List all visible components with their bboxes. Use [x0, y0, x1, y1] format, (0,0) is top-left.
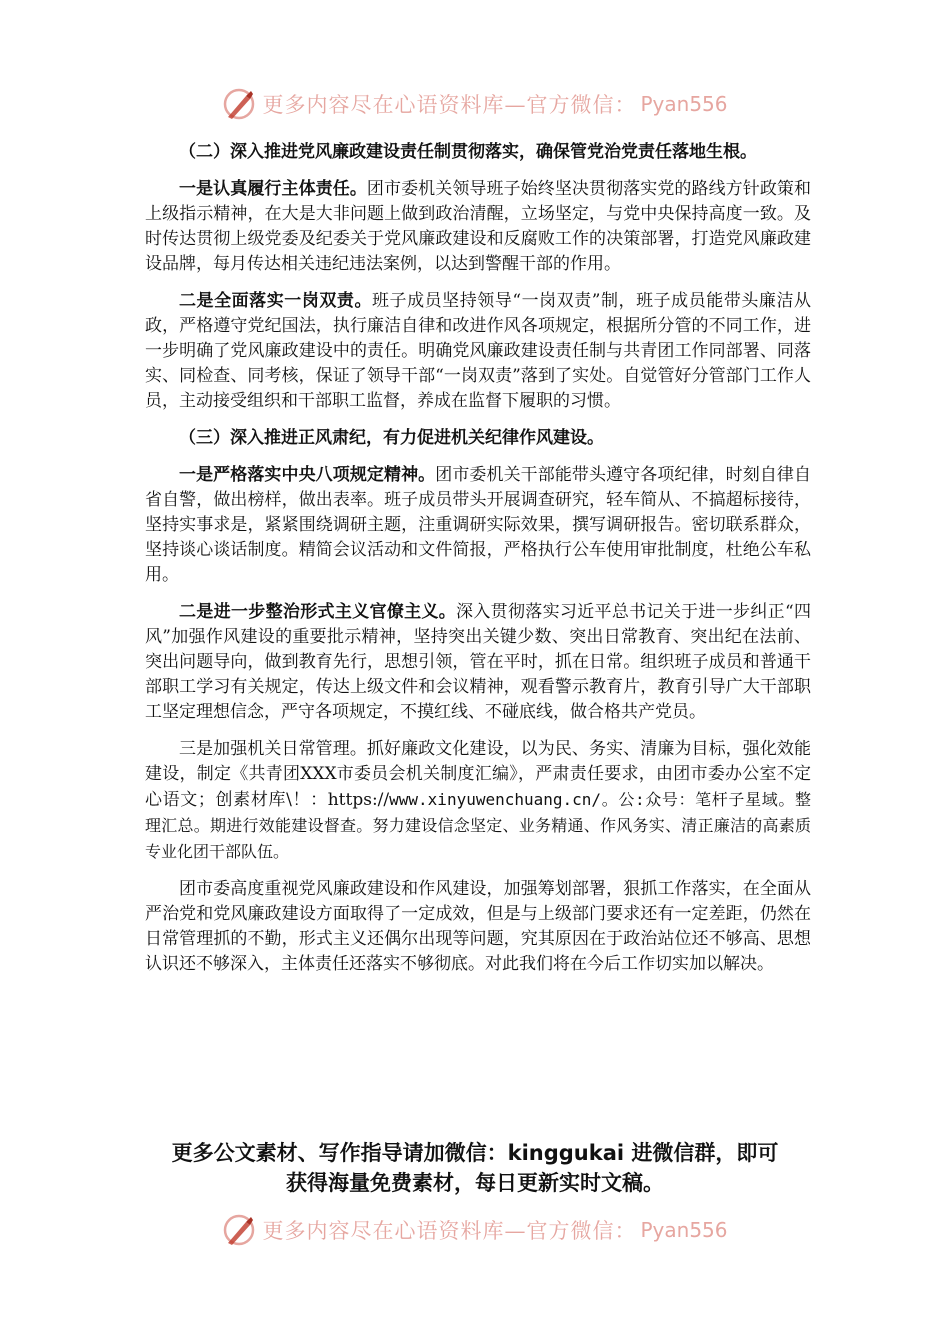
paragraph-lead: 二是全面落实一岗双责。	[179, 291, 372, 311]
conclusion-paragraph: 团市委高度重视党风廉政建设和作风建设，加强筹划部署，狠抓工作落实，在全面从严治党和党风廉政建设方面取得了一定成效，但是与上级部门要求还有一定差距，仍然在日常管理抓的不勤，形式主义还偶尔出现等问题，究其原因在于政治站位还不够高、思想认识还不够深入，主体责任还落实不够彻底。对此我们将在今后工作切实加以解决。	[145, 879, 811, 974]
section-2-paragraph-2	[145, 289, 811, 414]
pen-logo-icon	[222, 87, 256, 121]
section-3-paragraph-2	[145, 600, 811, 725]
paragraph-text-continued: www.xinyuwenchuang.cn/。公:众号：笔杆子星域。整理汇总。期进行效能建设督查。努力建设信念坚定、业务精通、作风务实、清正廉洁的高素质专业化团干部队伍。	[145, 790, 811, 861]
section-3-paragraph-1	[145, 463, 811, 588]
paragraph-text: 团市委机关干部能带头遵守各项纪律，时刻自律自省自警，做出榜样，做出表率。班子成员带头开展调查研究，轻车简从、不搞超标接待，坚持实事求是，紧紧围绕调研主题，注重调研实际效果，撰写调研报告。密切联系群众，坚持谈心谈话制度。精简会议活动和文件简报，严格执行公车使用审批制度，杜绝公车私用。	[145, 465, 811, 585]
paragraph-text: 深入贯彻落实习近平总书记关于进一步纠正“四风”加强作风建设的重要批示精神，坚持突出关键少数、突出日常教育、突出纪在法前、突出问题导向，做到教育先行，思想引领，管在平时，抓在日常。组织班子成员和普通干部职工学习有关规定，传达上级文件和会议精神，观看警示教育片，教育引导广大干部职工坚定理想信念，严守各项规定，不摸红线、不碰底线，做合格共产党员。	[145, 602, 811, 722]
section-2-heading: （二）深入推进党风廉政建设责任制贯彻落实，确保管党治党责任落地生根。	[179, 142, 757, 162]
promo-line-2: 获得海量免费素材，每日更新实时文稿。	[286, 1171, 664, 1195]
pen-logo-icon	[222, 1213, 256, 1247]
watermark-top	[0, 84, 950, 124]
section-3-paragraph-3	[145, 737, 811, 865]
watermark-id: Pyan556	[640, 92, 728, 116]
watermark-text: 更多内容尽在心语资料库—官方微信：	[262, 1219, 637, 1243]
paragraph-text: 班子成员坚持领导“一岗双责”制，班子成员能带头廉洁从政，严格遵守党纪国法，执行廉洁自律和改进作风各项规定，根据所分管的不同工作，进一步明确了党风廉政建设中的责任。明确党风廉政建设责任制与共青团工作同部署、同落实、同检查、同考核，保证了领导干部“一岗双责”落到了实处。自觉管好分管部门工作人员，主动接受组织和干部职工监督，养成在监督下履职的习惯。	[145, 291, 811, 411]
paragraph-text: 团市委机关领导班子始终坚决贯彻落实党的路线方针政策和上级指示精神，在大是大非问题上做到政治清醒，立场坚定，与党中央保持高度一致。及时传达贯彻上级党委及纪委关于党风廉政建设和反腐败工作的决策部署，打造党风廉政建设品牌，每月传达相关违纪违法案例，以达到警醒干部的作用。	[145, 179, 812, 274]
paragraph-lead: 一是严格落实中央八项规定精神。	[179, 465, 436, 485]
paragraph-lead: 二是进一步整治形式主义官僚主义。	[179, 602, 457, 622]
section-3-heading: （三）深入推进正风肃纪，有力促进机关纪律作风建设。	[179, 428, 604, 448]
promo-line-1: 更多公文素材、写作指导请加微信：kinggukai 进微信群，即可	[171, 1141, 779, 1165]
paragraph-lead: 一是认真履行主体责任。	[179, 179, 367, 199]
paragraph-text: 三是加强机关日常管理。抓好廉政文化建设，以为民、务实、清廉为目标，强化效能建设，制定《共青团XXX市委员会机关制度汇编》，严肃责任要求，由团市委办公室不定心语文；创素材库\！：https://	[145, 739, 811, 810]
watermark-text: 更多内容尽在心语资料库—官方微信：	[262, 93, 637, 117]
document-body	[145, 140, 811, 989]
watermark-bottom	[0, 1210, 950, 1250]
section-2-paragraph-1	[145, 177, 811, 277]
watermark-id: Pyan556	[640, 1218, 728, 1242]
wechat-promo	[120, 1138, 830, 1198]
